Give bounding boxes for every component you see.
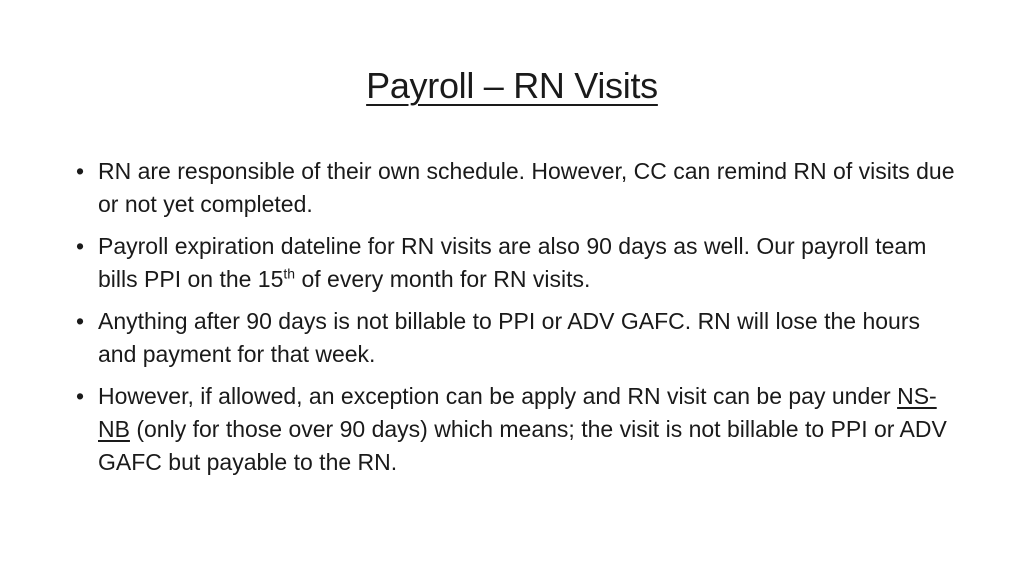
bullet-text: Payroll expiration dateline for RN visits are also 90 days as well. Our payroll team bills PPI on the 15 (98, 233, 927, 292)
bullet-icon: • (76, 308, 85, 334)
bullet-item (76, 305, 956, 371)
bullet-text-continued: (only for those over 90 days) which means; the visit is not billable to PPI or ADV GAFC but payable to the RN. (98, 416, 947, 475)
bullet-text: However, if allowed, an exception can be apply and RN visit can be pay under (98, 383, 898, 409)
bullet-text: Anything after 90 days is not billable to PPI or ADV GAFC. RN will lose the hours and payment for that week. (98, 308, 920, 367)
bullet-text-continued: of every month for RN visits. (295, 266, 591, 292)
ordinal-suffix: th (283, 265, 296, 282)
bullet-text: RN are responsible of their own schedule. However, CC can remind RN of visits due or not yet completed. (98, 158, 955, 217)
bullet-icon: • (76, 158, 85, 184)
bullet-icon: • (76, 233, 85, 259)
bullet-list (76, 155, 956, 488)
bullet-item (76, 155, 956, 221)
slide-title (0, 60, 1024, 112)
slide-title-text: Payroll – RN Visits (366, 65, 658, 106)
bullet-item (76, 380, 956, 479)
bullet-icon: • (76, 383, 85, 409)
bullet-item (76, 230, 956, 296)
ns-nb-term: NS-NB (98, 383, 937, 442)
